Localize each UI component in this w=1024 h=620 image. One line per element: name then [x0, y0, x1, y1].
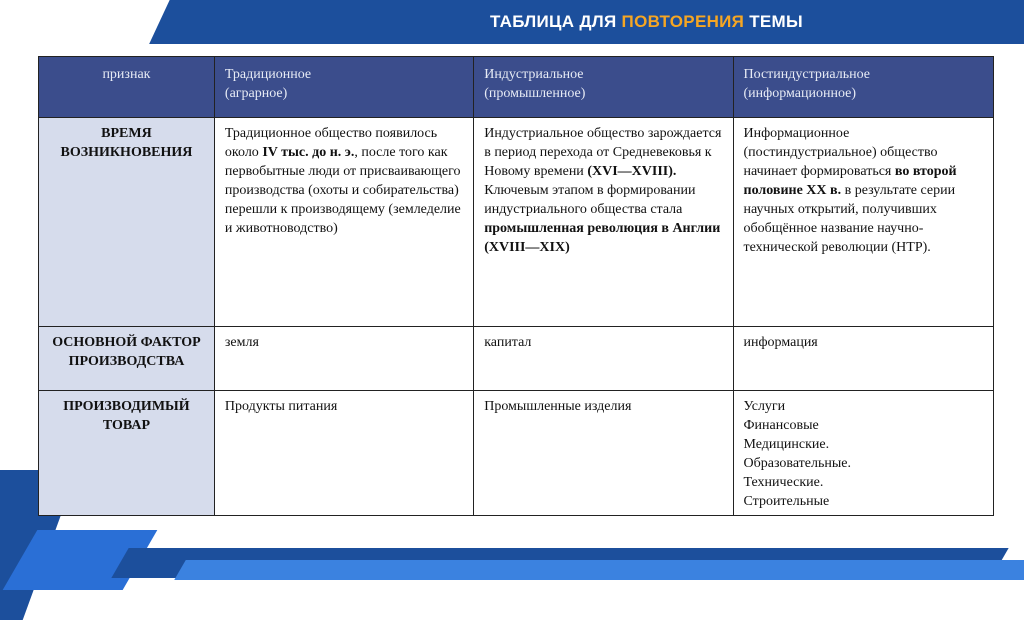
cell-bold-text: IV тыс. до н. э.: [262, 145, 355, 160]
cell-postindustrial-goods: [733, 391, 994, 516]
cell-postindustrial-factor: информация: [733, 327, 994, 391]
cell-postindustrial-origin: [733, 118, 994, 327]
goods-item: Промышленные изделия: [484, 399, 632, 414]
header-banner: [0, 0, 1024, 44]
column-header-traditional: [214, 57, 473, 118]
title-prefix: ТАБЛИЦА ДЛЯ: [490, 12, 622, 31]
cell-bold-text: промышленная революция в Англии (XVIII—XIX): [484, 221, 721, 255]
cell-traditional-goods: [214, 391, 473, 516]
goods-item: Строительные: [743, 494, 830, 509]
title-suffix: ТЕМЫ: [744, 12, 803, 31]
table-row: [39, 118, 994, 327]
goods-item: Финансовые: [743, 418, 819, 433]
title-highlight: ПОВТОРЕНИЯ: [621, 12, 745, 31]
cell-industrial-origin: [474, 118, 733, 327]
goods-item: Технические.: [743, 475, 824, 490]
bottom-stripe-decoration: [174, 560, 1024, 580]
cell-text: Индустриальное общество зарождается в период перехода от Средневековья к Новому времени: [484, 126, 722, 179]
table-row: [39, 391, 994, 516]
cell-traditional-factor: земля: [214, 327, 473, 391]
row-label-production-factor: ОСНОВНОЙ ФАКТОР ПРОИЗВОДСТВА: [39, 327, 215, 391]
cell-industrial-goods: [474, 391, 733, 516]
cell-text: в результате серии научных открытий, получивших обобщённое название научно-технической революции (НТР).: [743, 183, 956, 255]
cell-text: Информационное (постиндустриальное) общество начинает формироваться: [743, 126, 938, 179]
goods-item: Продукты питания: [224, 399, 338, 414]
row-label-origin-time: ВРЕМЯ ВОЗНИКНОВЕНИЯ: [39, 118, 215, 327]
cell-text: Ключевым этапом в формировании индустриального общества стала: [484, 183, 696, 217]
comparison-table: [38, 56, 994, 516]
row-label-produced-goods: ПРОИЗВОДИМЫЙ ТОВАР: [39, 391, 215, 516]
column-header-industrial: [474, 57, 733, 118]
cell-industrial-factor: капитал: [474, 327, 733, 391]
cell-traditional-origin: [214, 118, 473, 327]
table-header-row: [39, 57, 994, 118]
cell-bold-text: (XVI—XVIII).: [587, 164, 677, 179]
column-header-postindustrial: [733, 57, 994, 118]
page-title: [490, 9, 803, 35]
goods-item: Услуги: [743, 399, 786, 414]
goods-item: Медицинские.: [743, 437, 830, 452]
table-row: [39, 327, 994, 391]
header-line: (информационное): [743, 86, 856, 101]
cell-text: Традиционное общество появилось около: [224, 126, 438, 160]
header-line: Постиндустриальное: [743, 67, 870, 82]
column-header-feature: [39, 57, 215, 118]
header-line: Традиционное: [224, 67, 312, 82]
header-line: (аграрное): [224, 86, 288, 101]
header-line: (промышленное): [484, 86, 586, 101]
cell-text: , после того как первобытные люди от присваивающего производства (охоты и собирательства) перешли к производящему (земледелие и животноводство): [224, 145, 461, 236]
header-line: Индустриальное: [484, 67, 584, 82]
header-line: признак: [102, 67, 151, 82]
goods-item: Образовательные.: [743, 456, 851, 471]
cell-bold-text: во второй половине XX в.: [743, 164, 957, 198]
